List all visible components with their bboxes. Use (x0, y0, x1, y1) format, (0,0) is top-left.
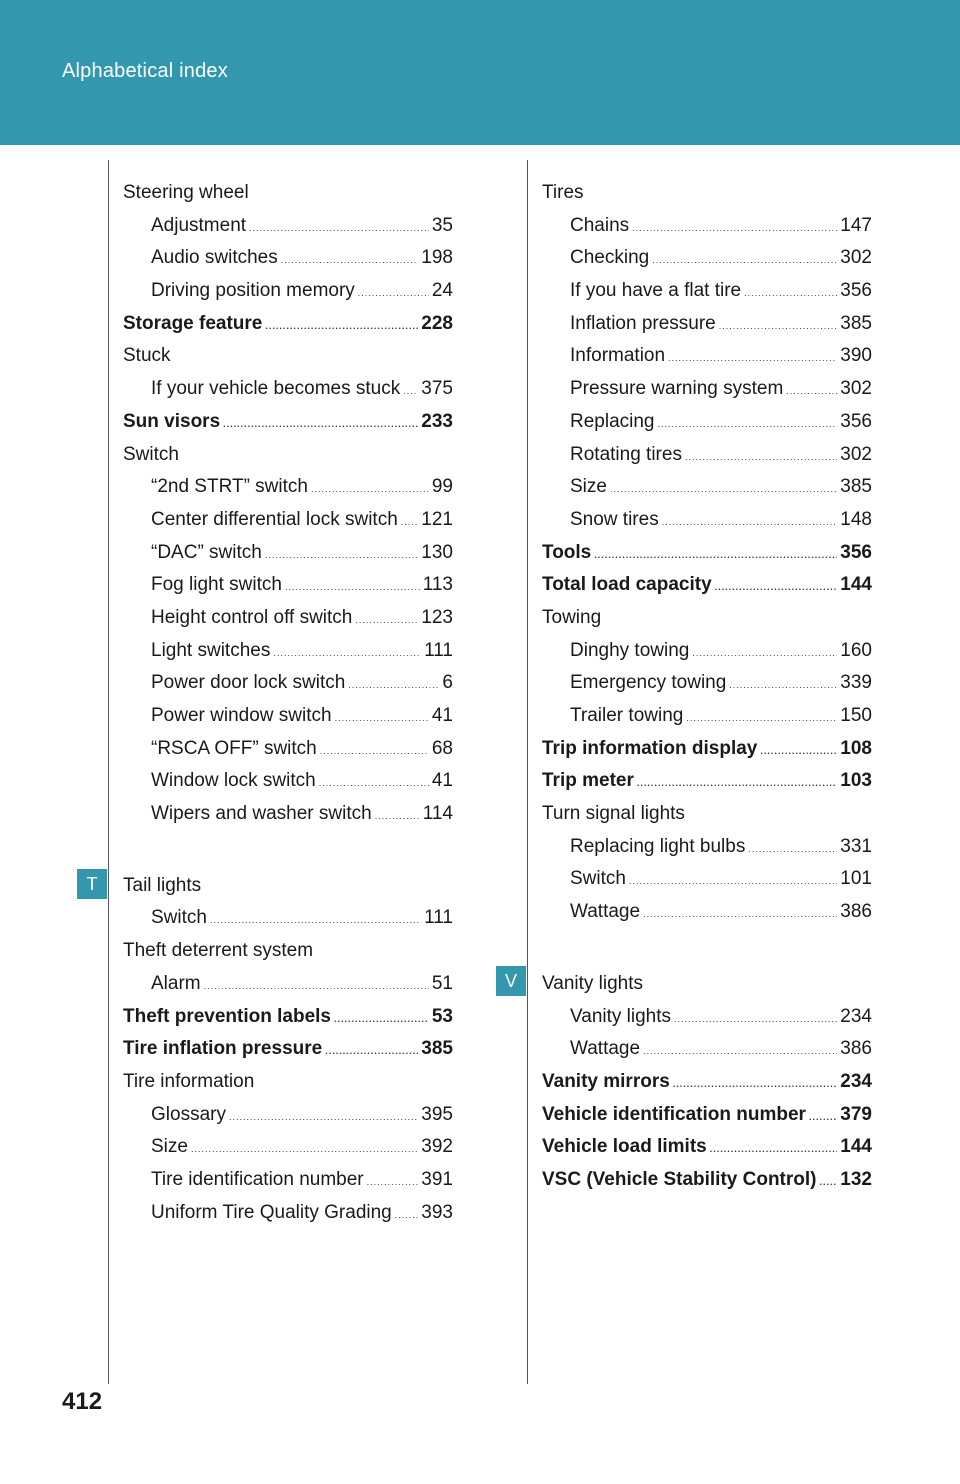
entry-label: Light switches (151, 639, 271, 661)
letter-tab-v: V (496, 966, 526, 996)
index-entry (123, 1066, 453, 1099)
entry-page-number[interactable]: 395 (421, 1103, 453, 1125)
entry-page-number[interactable]: 234 (840, 1005, 872, 1027)
dot-leader (632, 212, 837, 245)
dot-leader (403, 375, 418, 408)
index-subentry[interactable] (542, 210, 872, 243)
dot-leader (355, 604, 418, 637)
entry-label: Tools (542, 541, 592, 563)
index-entry[interactable] (542, 537, 872, 570)
entry-label: Chains (570, 214, 630, 236)
dot-leader (610, 473, 837, 506)
entry-label: Height control off switch (151, 606, 353, 628)
entry-page-number[interactable]: 228 (421, 312, 453, 334)
index-entry[interactable] (123, 1033, 453, 1066)
dot-leader (348, 669, 439, 702)
entry-page-number[interactable]: 51 (431, 972, 453, 994)
entry-page-number[interactable]: 375 (421, 378, 453, 400)
dot-leader (748, 833, 837, 866)
entry-label: Vehicle identification number (542, 1103, 806, 1125)
entry-page-number[interactable]: 331 (840, 835, 872, 857)
entry-label: Inflation pressure (570, 312, 716, 334)
entry-page-number[interactable]: 35 (431, 214, 453, 236)
index-subentry[interactable] (123, 569, 453, 602)
entry-label: Tail lights (123, 874, 202, 896)
index-subentry[interactable] (123, 1197, 453, 1230)
dot-leader (760, 735, 837, 768)
dot-leader (594, 539, 837, 572)
index-subentry[interactable] (123, 242, 453, 275)
index-entry[interactable] (123, 1001, 453, 1034)
dot-leader (685, 441, 837, 474)
entry-page-number[interactable]: 108 (840, 737, 872, 759)
dot-leader (786, 375, 837, 408)
index-entry (123, 340, 453, 373)
entry-label: Vanity lights (542, 972, 644, 994)
index-subentry[interactable] (123, 602, 453, 635)
index-entry (123, 439, 453, 472)
entry-page-number[interactable]: 160 (840, 639, 872, 661)
column-divider-right (527, 160, 528, 1384)
dot-leader (281, 244, 419, 277)
entry-label: Wipers and washer switch (151, 803, 372, 825)
dot-leader (375, 800, 420, 833)
index-entry[interactable] (542, 765, 872, 798)
entry-page-number[interactable]: 386 (840, 901, 872, 923)
entry-label: Tires (542, 182, 584, 203)
index-entry[interactable] (123, 406, 453, 439)
index-subentry[interactable] (542, 275, 872, 308)
entry-label: Information (570, 345, 666, 367)
dot-leader (335, 702, 429, 735)
entry-page-number[interactable]: 234 (840, 1070, 872, 1092)
entry-label: Tire information (123, 1070, 255, 1092)
index-entry (123, 935, 453, 968)
entry-label: Trip information display (542, 737, 758, 759)
dot-leader (334, 1003, 429, 1036)
entry-page-number[interactable]: 68 (431, 737, 453, 759)
dot-leader (367, 1166, 419, 1199)
index-subentry[interactable] (542, 340, 872, 373)
dot-leader (265, 310, 418, 343)
index-subentry[interactable] (123, 504, 453, 537)
dot-leader (674, 1003, 837, 1036)
entry-label: Trailer towing (570, 705, 684, 726)
entry-page-number[interactable]: 302 (840, 378, 872, 400)
dot-leader (204, 970, 429, 1003)
entry-page-number[interactable]: 198 (421, 247, 453, 269)
entry-label: Vehicle load limits (542, 1136, 707, 1158)
entry-page-number[interactable]: 385 (840, 476, 872, 498)
index-subentry[interactable] (542, 896, 872, 929)
index-entry (542, 177, 872, 210)
index-entry[interactable] (542, 1164, 872, 1197)
index-subentry[interactable] (123, 635, 453, 668)
index-subentry[interactable] (123, 373, 453, 406)
dot-leader (643, 1035, 837, 1068)
index-entry[interactable] (542, 1099, 872, 1132)
entry-label: Power door lock switch (151, 672, 346, 694)
index-subentry[interactable] (123, 210, 453, 243)
entry-page-number[interactable]: 53 (431, 1005, 453, 1027)
entry-label: Size (570, 476, 607, 498)
entry-page-number[interactable]: 101 (840, 868, 872, 890)
entry-label: Total load capacity (542, 574, 712, 596)
dot-leader (719, 310, 838, 343)
letter-tab-t: T (77, 869, 107, 899)
index-subentry[interactable] (123, 733, 453, 766)
entry-label: Pressure warning system (570, 378, 784, 400)
dot-leader (668, 342, 837, 375)
entry-page-number[interactable]: 379 (840, 1103, 872, 1125)
entry-label: If your vehicle becomes stuck (151, 378, 401, 400)
index-subentry[interactable] (542, 242, 872, 275)
entry-page-number[interactable]: 391 (421, 1168, 453, 1190)
dot-leader (692, 637, 837, 670)
page-number: 412 (62, 1388, 103, 1415)
entry-page-number[interactable]: 130 (421, 541, 453, 563)
entry-page-number[interactable]: 103 (840, 770, 872, 792)
entry-page-number[interactable]: 132 (840, 1168, 872, 1190)
entry-page-number[interactable]: 385 (840, 312, 872, 334)
entry-label: Storage feature (123, 312, 263, 334)
entry-label: Dinghy towing (570, 639, 690, 661)
dot-leader (820, 1166, 838, 1199)
index-entry (542, 798, 872, 831)
entry-page-number[interactable]: 123 (421, 606, 453, 628)
entry-label: Switch (570, 868, 626, 890)
entry-label: Driving position memory (151, 280, 355, 302)
entry-label: Power window switch (151, 705, 332, 726)
index-subentry[interactable] (123, 902, 453, 935)
index-subentry[interactable] (123, 275, 453, 308)
entry-label: Stuck (123, 345, 171, 367)
entry-page-number[interactable]: 121 (421, 508, 453, 530)
entry-label: Turn signal lights (542, 803, 685, 825)
entry-label: Emergency towing (570, 672, 727, 694)
entry-page-number[interactable]: 99 (431, 476, 453, 498)
entry-label: If you have a flat tire (570, 280, 742, 302)
entry-page-number[interactable]: 147 (840, 214, 872, 236)
index-subentry[interactable] (542, 471, 872, 504)
dot-leader (637, 767, 837, 800)
dot-leader (285, 571, 420, 604)
entry-label: Glossary (151, 1103, 226, 1125)
entry-label: Wattage (570, 1038, 641, 1060)
entry-label: Adjustment (151, 214, 247, 236)
entry-label: Audio switches (151, 247, 278, 269)
entry-label: VSC (Vehicle Stability Control) (542, 1168, 817, 1190)
index-subentry[interactable] (542, 667, 872, 700)
entry-page-number[interactable]: 392 (421, 1136, 453, 1158)
entry-label: Steering wheel (123, 182, 249, 203)
entry-label: Window lock switch (151, 770, 316, 792)
index-subentry[interactable] (123, 765, 453, 798)
dot-leader (686, 702, 837, 735)
dot-leader (401, 506, 419, 539)
entry-page-number[interactable]: 302 (840, 247, 872, 269)
entry-label: Size (151, 1136, 188, 1158)
entry-page-number[interactable]: 6 (442, 672, 453, 694)
dot-leader (652, 244, 837, 277)
index-column-right (542, 177, 872, 1197)
index-subentry[interactable] (542, 373, 872, 406)
page-header (0, 0, 960, 145)
index-subentry[interactable] (542, 1033, 872, 1066)
entry-label: Sun visors (123, 410, 221, 432)
index-entry (123, 870, 453, 903)
dot-leader (710, 1133, 838, 1166)
dot-leader (273, 637, 421, 670)
dot-leader (673, 1068, 838, 1101)
dot-leader (325, 1035, 418, 1068)
entry-page-number[interactable]: 41 (431, 705, 453, 726)
index-subentry[interactable] (542, 831, 872, 864)
entry-page-number[interactable]: 390 (840, 345, 872, 367)
entry-page-number[interactable]: 302 (840, 443, 872, 465)
column-divider-left (108, 160, 109, 1384)
entry-label: Tire inflation pressure (123, 1038, 323, 1060)
entry-page-number[interactable]: 339 (840, 672, 872, 694)
dot-leader (320, 735, 429, 768)
dot-leader (744, 277, 837, 310)
index-subentry[interactable] (542, 504, 872, 537)
index-subentry[interactable] (542, 1001, 872, 1034)
entry-page-number[interactable]: 385 (421, 1038, 453, 1060)
index-entry[interactable] (123, 308, 453, 341)
entry-label: Wattage (570, 901, 641, 923)
entry-page-number[interactable]: 148 (840, 508, 872, 530)
dot-leader (223, 408, 418, 441)
dot-leader (662, 506, 838, 539)
index-entry[interactable] (542, 1066, 872, 1099)
section-gap (123, 831, 453, 870)
entry-label: Switch (151, 907, 207, 929)
index-subentry[interactable] (542, 308, 872, 341)
entry-page-number[interactable]: 144 (840, 574, 872, 596)
index-entry (123, 177, 453, 210)
dot-leader (629, 865, 837, 898)
entry-label: Fog light switch (151, 574, 282, 596)
index-entry (542, 968, 872, 1001)
entry-label: Rotating tires (570, 443, 682, 465)
section-title: Alphabetical index (62, 60, 228, 82)
index-subentry[interactable] (542, 700, 872, 733)
entry-page-number[interactable]: 356 (840, 541, 872, 563)
entry-page-number[interactable]: 111 (424, 639, 453, 661)
entry-label: “2nd STRT” switch (151, 476, 308, 498)
dot-leader (358, 277, 429, 310)
index-entry[interactable] (542, 569, 872, 602)
entry-page-number[interactable]: 144 (840, 1136, 872, 1158)
index-subentry[interactable] (123, 1131, 453, 1164)
entry-label: Tire identification number (151, 1168, 364, 1190)
entry-label: Replacing (570, 410, 655, 432)
index-subentry[interactable] (123, 667, 453, 700)
dot-leader (643, 898, 837, 931)
dot-leader (265, 539, 418, 572)
entry-page-number[interactable]: 113 (422, 574, 453, 596)
index-subentry[interactable] (123, 968, 453, 1001)
dot-leader (809, 1101, 837, 1134)
index-subentry[interactable] (123, 1099, 453, 1132)
entry-label: Towing (542, 606, 602, 628)
index-entry (542, 602, 872, 635)
entry-label: Replacing light bulbs (570, 835, 746, 857)
entry-page-number[interactable]: 386 (840, 1038, 872, 1060)
index-subentry[interactable] (123, 798, 453, 831)
entry-label: Alarm (151, 972, 201, 994)
entry-label: “DAC” switch (151, 541, 262, 563)
entry-page-number[interactable]: 111 (424, 907, 453, 929)
entry-page-number[interactable]: 24 (431, 280, 453, 302)
entry-label: Uniform Tire Quality Grading (151, 1201, 392, 1223)
dot-leader (311, 473, 429, 506)
index-entry[interactable] (542, 733, 872, 766)
dot-leader (729, 669, 837, 702)
dot-leader (715, 571, 838, 604)
entry-label: Vanity lights (570, 1005, 672, 1027)
index-subentry[interactable] (123, 1164, 453, 1197)
index-subentry[interactable] (123, 700, 453, 733)
index-subentry[interactable] (542, 439, 872, 472)
index-column-left (123, 177, 453, 1229)
entry-page-number[interactable]: 233 (421, 410, 453, 432)
index-subentry[interactable] (123, 537, 453, 570)
index-subentry[interactable] (542, 863, 872, 896)
index-subentry[interactable] (542, 635, 872, 668)
dot-leader (191, 1133, 418, 1166)
entry-label: Switch (123, 443, 179, 465)
entry-label: Vanity mirrors (542, 1070, 670, 1092)
entry-label: Theft prevention labels (123, 1005, 331, 1027)
entry-label: Snow tires (570, 508, 659, 530)
entry-page-number[interactable]: 356 (840, 280, 872, 302)
dot-leader (319, 767, 429, 800)
index-subentry[interactable] (542, 406, 872, 439)
index-entry[interactable] (542, 1131, 872, 1164)
entry-page-number[interactable]: 41 (431, 770, 453, 792)
entry-label: Checking (570, 247, 650, 269)
dot-leader (210, 904, 421, 937)
dot-leader (395, 1199, 419, 1232)
entry-page-number[interactable]: 114 (422, 803, 453, 825)
dot-leader (658, 408, 838, 441)
entry-label: Theft deterrent system (123, 940, 314, 962)
dot-leader (229, 1101, 418, 1134)
index-subentry[interactable] (123, 471, 453, 504)
entry-label: “RSCA OFF” switch (151, 737, 317, 759)
entry-label: Trip meter (542, 770, 634, 792)
entry-label: Center differential lock switch (151, 508, 398, 530)
entry-page-number[interactable]: 150 (840, 705, 872, 726)
entry-page-number[interactable]: 356 (840, 410, 872, 432)
entry-page-number[interactable]: 393 (421, 1201, 453, 1223)
section-gap (542, 929, 872, 968)
dot-leader (249, 212, 429, 245)
